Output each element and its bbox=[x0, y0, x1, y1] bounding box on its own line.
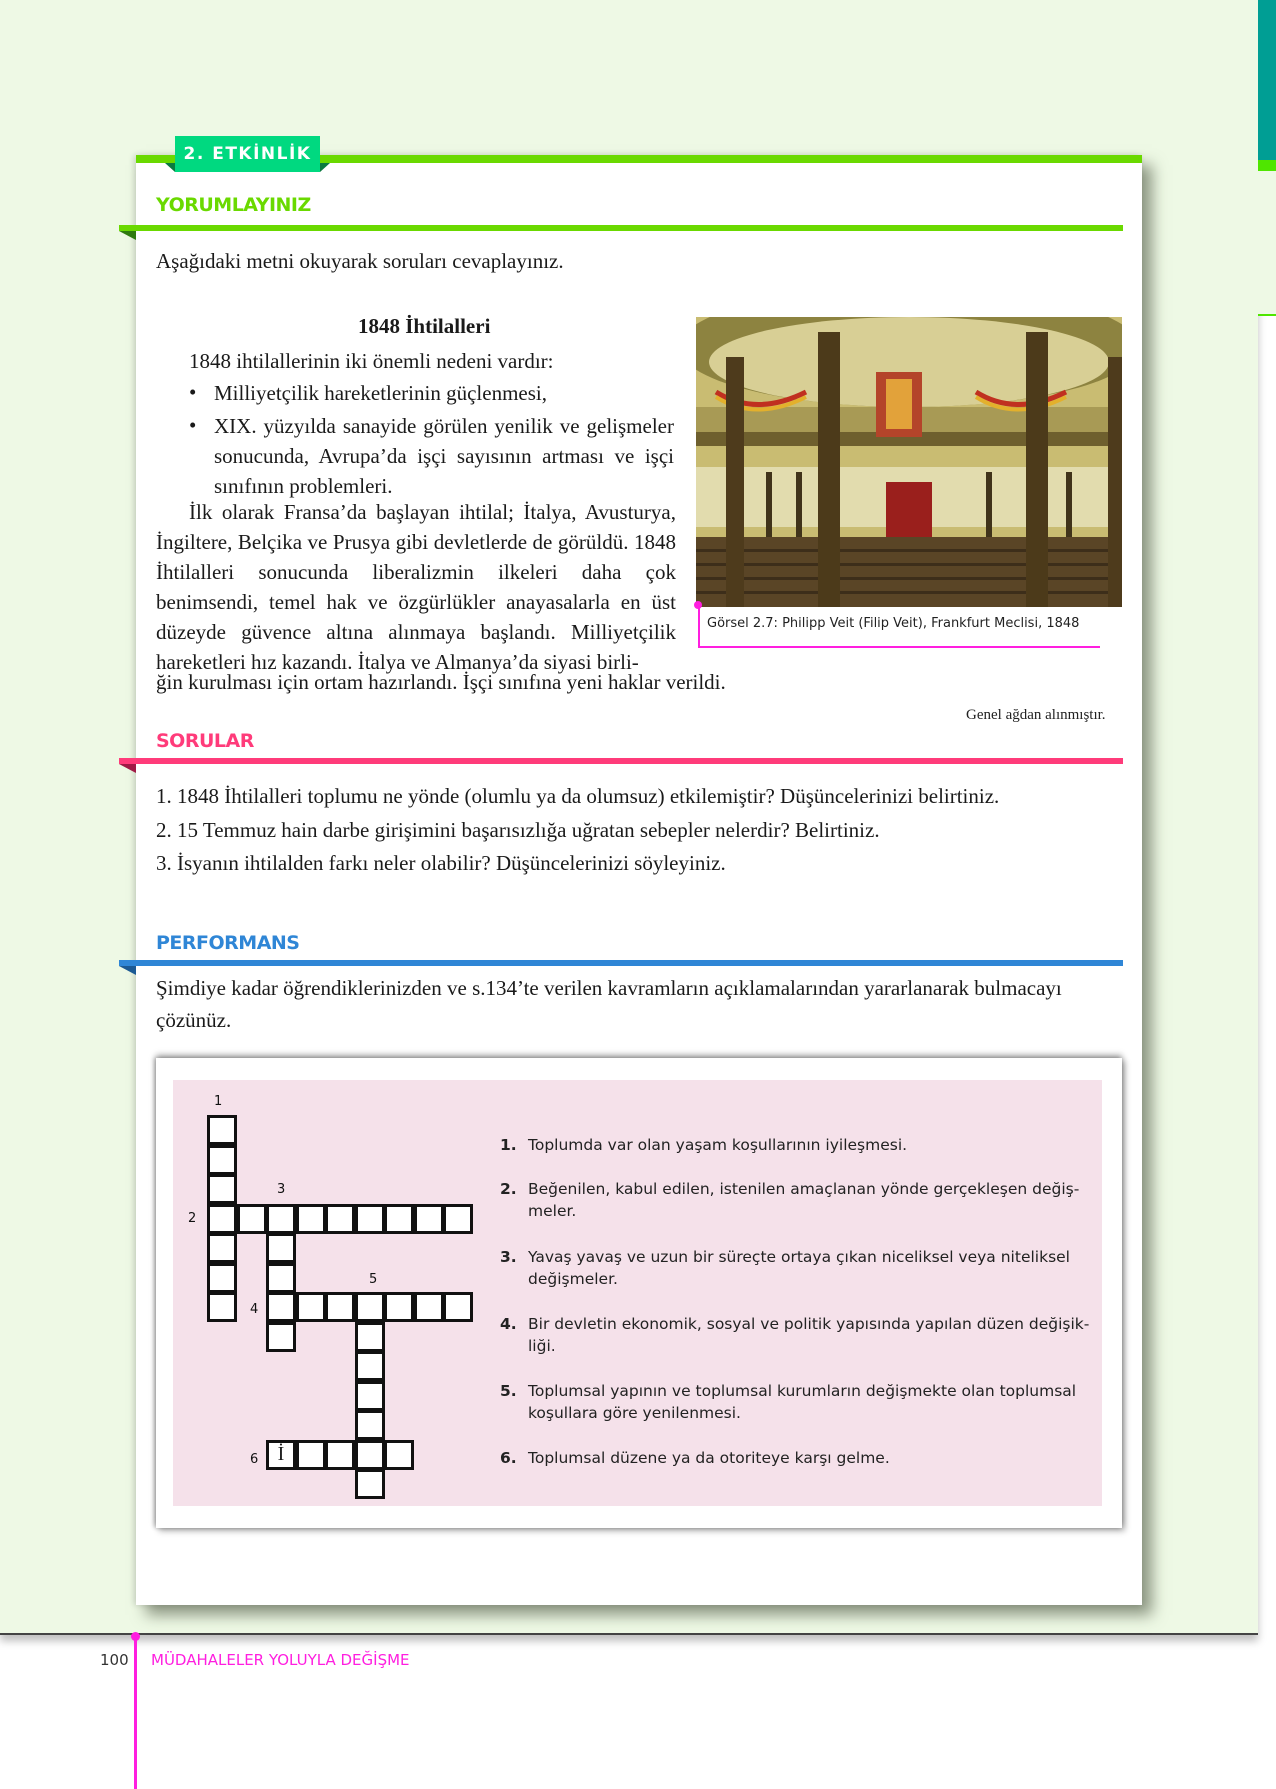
instruction-text: Aşağıdaki metni okuyarak soruları cevaplayınız. bbox=[156, 249, 564, 273]
page-number: 100 bbox=[100, 1651, 129, 1669]
article-paragraph-end: ğin kurulması için ortam hazırlandı. İşçi sınıfına yeni haklar verildi. bbox=[156, 670, 726, 694]
clue-3-number: 3. bbox=[500, 1248, 517, 1266]
clue-2 bbox=[500, 1178, 1090, 1222]
crossword-cell[interactable] bbox=[325, 1292, 355, 1322]
clue-number-2: 2 bbox=[188, 1211, 197, 1226]
clue-1-number: 1. bbox=[500, 1136, 517, 1154]
clue-5 bbox=[500, 1380, 1090, 1424]
clue-number-4: 4 bbox=[250, 1302, 259, 1317]
painting-illustration bbox=[696, 317, 1122, 607]
bullet-item-2: XIX. yüzyılda sanayide görülen yenilik ve gelişmeler sonucunda, Avrupa’da işçi sayısının artması ve işçi sınıfının problemleri. bbox=[214, 414, 674, 498]
clue-6 bbox=[500, 1447, 1090, 1469]
crossword-cell[interactable] bbox=[207, 1263, 237, 1293]
crossword-cell[interactable] bbox=[443, 1204, 473, 1234]
clue-number-6: 6 bbox=[250, 1452, 259, 1467]
section-heading-performance: PERFORMANS bbox=[156, 932, 300, 954]
clue-number-5: 5 bbox=[369, 1272, 378, 1287]
bullet-icon: • bbox=[189, 413, 197, 437]
crossword-cell[interactable] bbox=[296, 1292, 326, 1322]
crossword-cell[interactable] bbox=[443, 1292, 473, 1322]
section-fold-questions bbox=[119, 764, 136, 773]
section-rule-performance bbox=[119, 960, 1123, 966]
clue-1-text: Toplumda var olan yaşam koşullarının iyileşmesi. bbox=[528, 1136, 908, 1154]
crossword-cell[interactable] bbox=[266, 1263, 296, 1293]
clue-5-number: 5. bbox=[500, 1382, 517, 1400]
crossword-cell[interactable] bbox=[207, 1174, 237, 1204]
clue-number-3: 3 bbox=[277, 1182, 286, 1197]
crossword-cell[interactable] bbox=[325, 1204, 355, 1234]
caption-rule-horizontal bbox=[698, 646, 1100, 648]
crossword-cell[interactable] bbox=[355, 1440, 385, 1470]
chapter-thumb-accent bbox=[1258, 160, 1276, 171]
clue-4 bbox=[500, 1313, 1090, 1357]
crossword-cell[interactable] bbox=[384, 1440, 414, 1470]
crossword-cell[interactable] bbox=[414, 1204, 444, 1234]
crossword-cell[interactable] bbox=[207, 1292, 237, 1322]
image-caption: Görsel 2.7: Philipp Veit (Filip Veit), Frankfurt Meclisi, 1848 bbox=[707, 616, 1080, 631]
performance-instruction: Şimdiye kadar öğrendiklerinizden ve s.134’te verilen kavramların açıklamalarından yararlanarak bulmacayı çözünüz. bbox=[156, 976, 1062, 1032]
clue-4-number: 4. bbox=[500, 1315, 517, 1333]
chapter-thumb-tab bbox=[1258, 0, 1276, 160]
clue-3 bbox=[500, 1246, 1090, 1290]
crossword-cell[interactable] bbox=[266, 1204, 296, 1234]
crossword-cell[interactable] bbox=[355, 1204, 385, 1234]
bullet-item-1: Milliyetçilik hareketlerinin güçlenmesi, bbox=[214, 381, 547, 405]
crossword-cell[interactable] bbox=[296, 1440, 326, 1470]
crossword-cell[interactable] bbox=[325, 1440, 355, 1470]
footer-rule bbox=[134, 1636, 137, 1789]
crossword-cell[interactable] bbox=[355, 1322, 385, 1352]
footer-marker-dot bbox=[131, 1632, 140, 1641]
crossword-cell[interactable] bbox=[266, 1233, 296, 1263]
frankfurt-assembly-painting bbox=[696, 317, 1122, 607]
clue-4-text: Bir devletin ekonomik, sosyal ve politik yapısında yapılan düzen değişik- liği. bbox=[528, 1315, 1090, 1355]
crossword-cell[interactable] bbox=[414, 1292, 444, 1322]
badge-fold-left bbox=[165, 163, 175, 172]
crossword-cell[interactable] bbox=[207, 1233, 237, 1263]
clue-6-number: 6. bbox=[500, 1449, 517, 1467]
clue-2-number: 2. bbox=[500, 1180, 517, 1198]
crossword-cell[interactable] bbox=[207, 1145, 237, 1175]
clue-2-text: Beğenilen, kabul edilen, istenilen amaçlanan yönde gerçekleşen değiş- meler. bbox=[528, 1180, 1080, 1220]
question-3: 3. İsyanın ihtilalden farkı neler olabilir? Düşüncelerinizi söyleyiniz. bbox=[156, 851, 726, 875]
clue-number-1: 1 bbox=[214, 1094, 223, 1109]
section-heading-interpret: YORUMLAYINIZ bbox=[156, 194, 311, 216]
question-2: 2. 15 Temmuz hain darbe girişimini başarısızlığa uğratan sebepler nelerdir? Belirtiniz. bbox=[156, 818, 880, 842]
caption-rule-vertical bbox=[698, 605, 700, 648]
crossword-cell[interactable] bbox=[355, 1469, 385, 1499]
clue-3-text: Yavaş yavaş ve uzun bir süreçte ortaya çıkan niceliksel veya niteliksel değişmeler. bbox=[528, 1248, 1070, 1288]
chapter-title: MÜDAHALELER YOLUYLA DEĞİŞME bbox=[151, 1651, 410, 1669]
crossword-cell[interactable] bbox=[384, 1204, 414, 1234]
article-lead: 1848 ihtilallerinin iki önemli nedeni vardır: bbox=[189, 349, 554, 373]
clue-1 bbox=[500, 1134, 1090, 1156]
crossword-cell[interactable] bbox=[355, 1351, 385, 1381]
chapter-thumb-strip bbox=[1258, 171, 1276, 316]
section-fold-performance bbox=[119, 966, 136, 975]
section-rule-interpret bbox=[119, 225, 1123, 231]
crossword-cell[interactable] bbox=[384, 1292, 414, 1322]
crossword-cell[interactable] bbox=[266, 1322, 296, 1352]
crossword-cell[interactable] bbox=[296, 1204, 326, 1234]
crossword-cell[interactable] bbox=[355, 1381, 385, 1411]
caption-marker-dot bbox=[694, 601, 702, 609]
crossword-cell[interactable] bbox=[237, 1204, 267, 1234]
article-title: 1848 İhtilalleri bbox=[358, 314, 491, 338]
activity-badge: 2. ETKİNLİK bbox=[175, 136, 320, 172]
crossword-cell[interactable] bbox=[266, 1292, 296, 1322]
clue-5-text: Toplumsal yapının ve toplumsal kurumların değişmekte olan toplumsal koşullara göre yenilenmesi. bbox=[528, 1382, 1077, 1422]
crossword-cell[interactable] bbox=[207, 1115, 237, 1145]
section-fold-interpret bbox=[119, 231, 136, 240]
question-1: 1. 1848 İhtilalleri toplumu ne yönde (olumlu ya da olumsuz) etkilemiştir? Düşüncelerinizi belirtiniz. bbox=[156, 784, 1000, 808]
bullet-icon: • bbox=[189, 380, 197, 404]
crossword-cell[interactable] bbox=[355, 1410, 385, 1440]
badge-fold-right bbox=[320, 163, 330, 172]
crossword-cell[interactable] bbox=[355, 1292, 385, 1322]
source-note: Genel ağdan alınmıştır. bbox=[966, 707, 1106, 723]
crossword-cell[interactable] bbox=[207, 1204, 237, 1234]
article-paragraph: İlk olarak Fransa’da başlayan ihtilal; İtalya, Avusturya, İngiltere, Belçika ve Prusya gibi devletlerde de görüldü. 1848 İhtilalleri sonucunda liberalizmin ilkeleri daha çok benimsendi, temel hak ve özgürlükler anayasalarla en üst düzeyde güvence altına alınmaya başlandı. Milliyetçilik hareketleri hız kazandı. İtalya ve Almanya’da siyasi birli- bbox=[156, 500, 676, 674]
clue-6-text: Toplumsal düzene ya da otoriteye karşı gelme. bbox=[528, 1449, 890, 1467]
section-heading-questions: SORULAR bbox=[156, 730, 254, 752]
crossword-cell-prefilled[interactable]: İ bbox=[266, 1440, 296, 1470]
section-rule-questions bbox=[119, 758, 1123, 764]
